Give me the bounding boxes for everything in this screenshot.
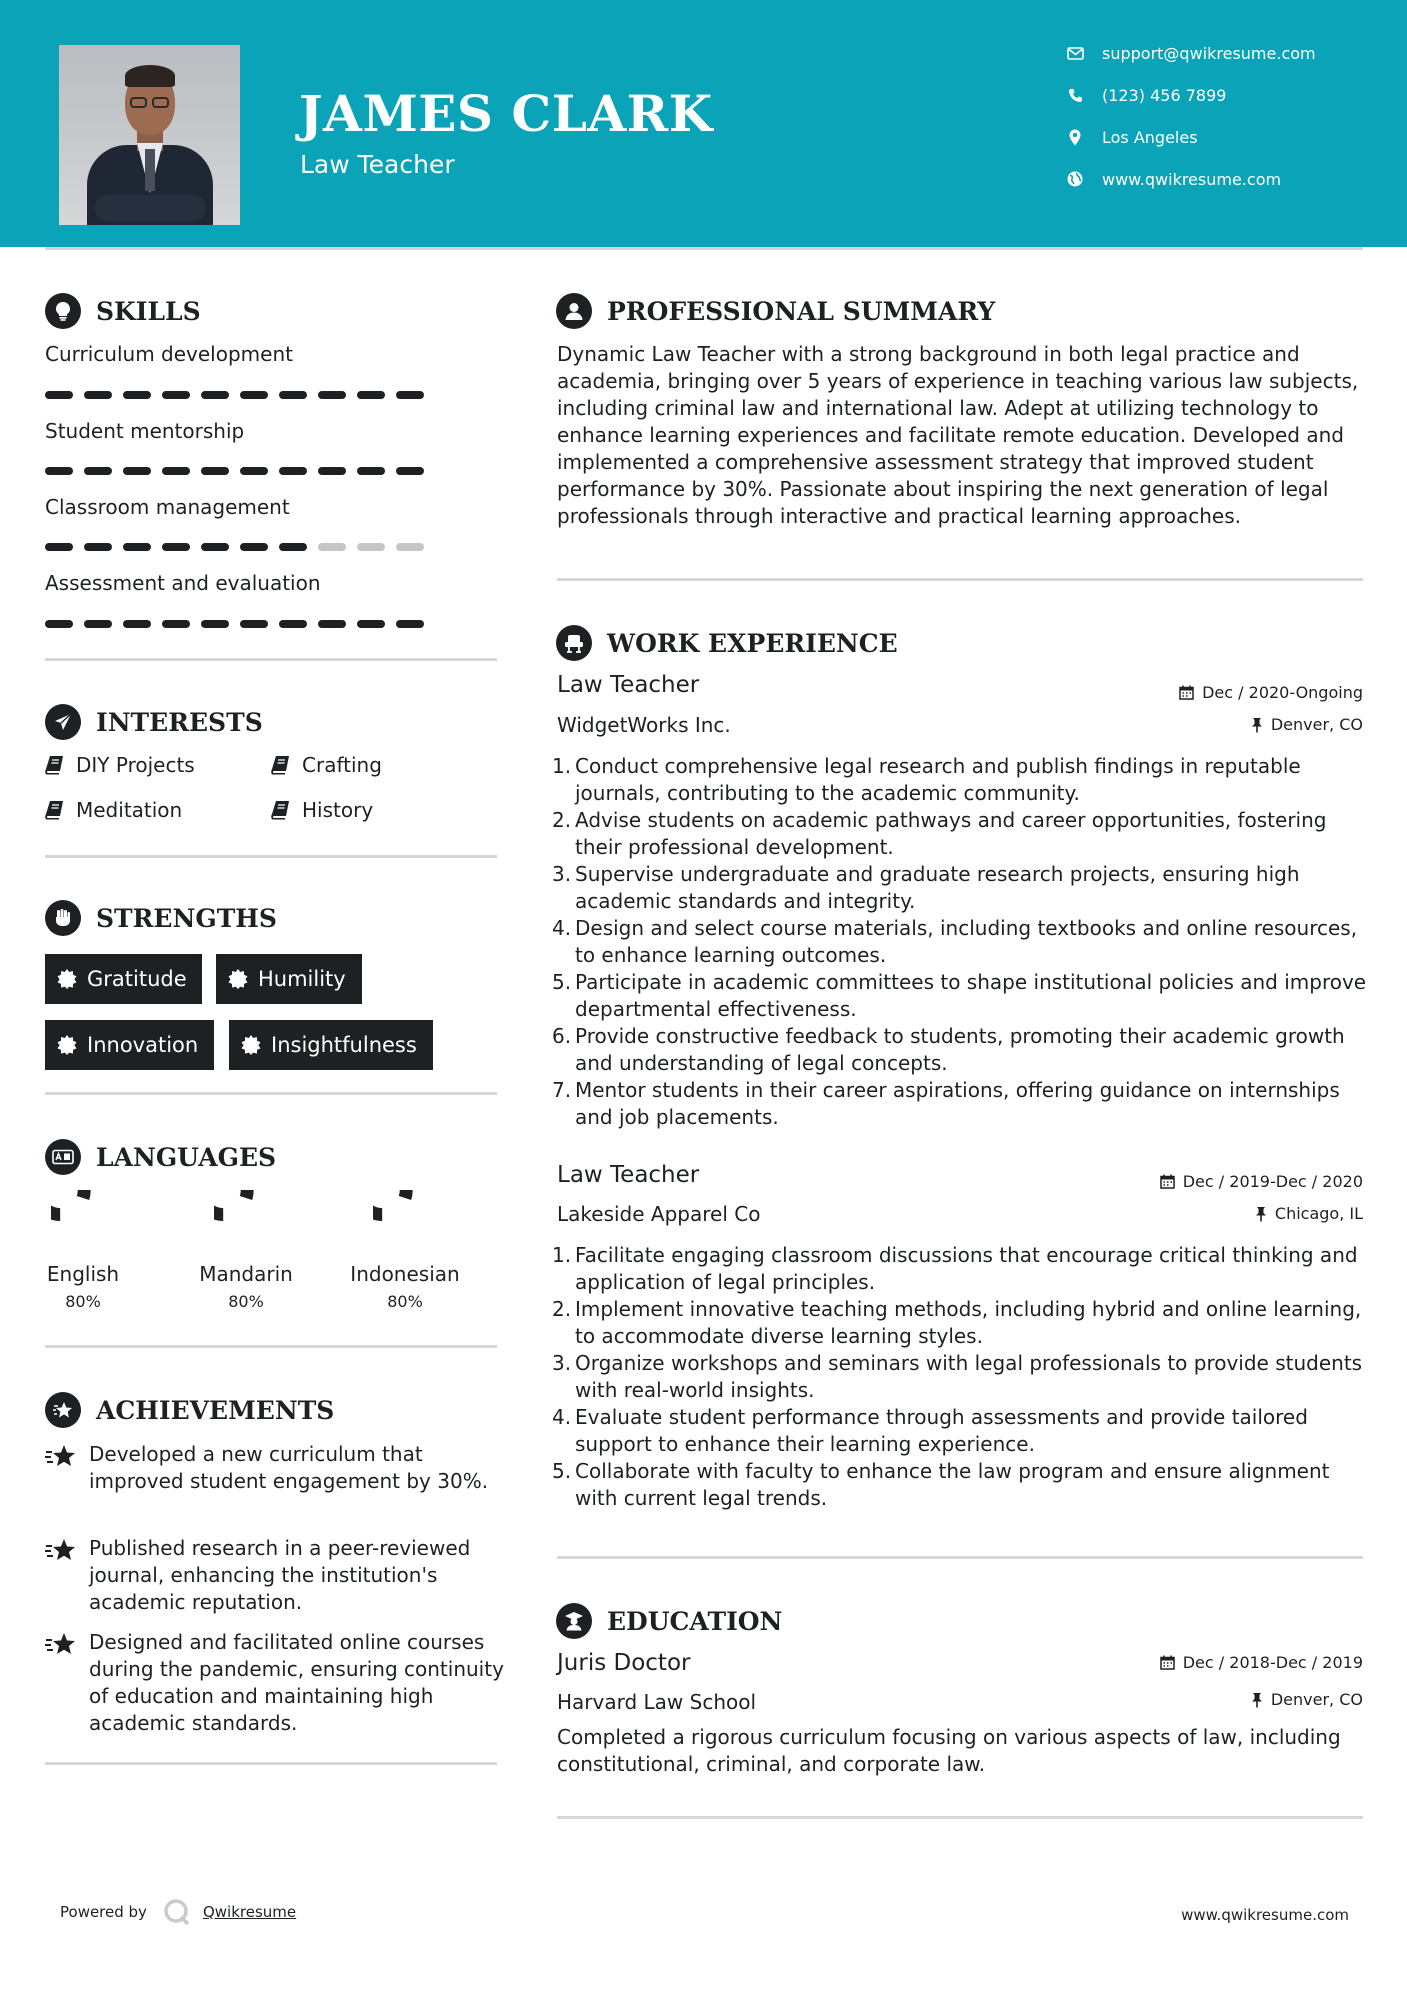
achievements-heading <box>45 1391 334 1429</box>
contact-location <box>1066 125 1198 149</box>
powered-by-label: Powered by <box>60 1903 147 1921</box>
achievements-title: ACHIEVEMENTS <box>96 1395 335 1425</box>
skill-dash-filled <box>357 391 385 399</box>
job-duty: 5. Collaborate with faculty to enhance the law program and ensure alignment with current legal trends. <box>552 1459 1330 1510</box>
language-icon <box>45 1139 81 1175</box>
job-dates: Dec / 2019-Dec / 2020 <box>1160 1172 1363 1191</box>
section-divider <box>557 1816 1363 1819</box>
calendar-icon <box>1179 685 1194 700</box>
achievement-text: Published research in a peer-reviewed journal, enhancing the institution's academic reputation. <box>89 1536 471 1614</box>
profile-photo <box>59 45 240 225</box>
job-duty: 1. Facilitate engaging classroom discussions that encourage critical thinking and application of legal principles. <box>552 1243 1358 1294</box>
skill-dash-filled <box>201 543 229 551</box>
language-name: Indonesian <box>350 1262 460 1286</box>
skill-rating <box>45 467 424 475</box>
fist-icon <box>45 900 81 936</box>
summary-text: Dynamic Law Teacher with a strong background in both legal practice and academia, bringing over 5 years of experience in teaching various law subjects, including criminal law and international law. Adept at utilizing technology to enhance learning experiences and facilitate remote education. Developed and implemented a comprehensive assessment strategy that improved student performance by 30%. Passionate about inspiring the next generation of legal professionals through interactive and practical learning approaches. <box>557 342 1359 528</box>
skill-dash-filled <box>123 467 151 475</box>
language-level: 80% <box>65 1292 101 1311</box>
qwikresume-logo-icon <box>163 1898 191 1926</box>
skill-dash-empty <box>318 543 346 551</box>
book-icon <box>271 755 290 775</box>
section-divider <box>45 1345 497 1348</box>
strength-label: Gratitude <box>87 967 187 991</box>
interest-label: History <box>302 798 374 822</box>
job-dates: Dec / 2020-Ongoing <box>1179 683 1363 702</box>
contact-website[interactable] <box>1066 167 1281 191</box>
job-duties-list <box>552 1242 1372 1512</box>
section-divider <box>557 1556 1363 1559</box>
calendar-icon <box>1160 1655 1175 1670</box>
skill-rating <box>45 391 424 399</box>
interests-title: INTERESTS <box>96 707 263 737</box>
skill-name: Curriculum development <box>45 342 293 366</box>
skill-dash-filled <box>396 391 424 399</box>
header-divider <box>45 247 1363 250</box>
achievement-item <box>45 1535 505 1616</box>
summary-title: PROFESSIONAL SUMMARY <box>607 296 996 326</box>
languages-title: LANGUAGES <box>96 1142 277 1172</box>
achievement-text: Designed and facilitated online courses during the pandemic, ensuring continuity of education and maintaining high academic standards. <box>89 1630 504 1735</box>
interest-item <box>45 753 195 777</box>
education-school: Harvard Law School <box>557 1690 757 1714</box>
skill-dash-filled <box>84 620 112 628</box>
section-divider <box>45 1092 497 1095</box>
language-level: 80% <box>228 1292 264 1311</box>
skill-name: Student mentorship <box>45 419 245 443</box>
envelope-icon <box>1066 44 1084 62</box>
strength-chip <box>45 1020 214 1070</box>
interest-label: DIY Projects <box>76 753 195 777</box>
star-icon <box>45 1392 81 1428</box>
skill-dash-empty <box>396 543 424 551</box>
interest-item <box>271 753 382 777</box>
skill-dash-filled <box>279 543 307 551</box>
language-item <box>183 1190 309 1311</box>
skill-dash-filled <box>84 467 112 475</box>
interest-label: Crafting <box>302 753 382 777</box>
badge-icon <box>57 1035 77 1055</box>
job-location: Chicago, IL <box>1255 1204 1363 1223</box>
interest-item <box>271 798 373 822</box>
lightbulb-icon <box>45 293 81 329</box>
skill-dash-filled <box>162 620 190 628</box>
achievement-item <box>45 1629 505 1737</box>
language-level-arc <box>373 1190 406 1215</box>
job-role: Law Teacher <box>557 1162 700 1188</box>
job-duty: 7. Mentor students in their career aspirations, offering guidance on internships and job placements. <box>552 1078 1340 1129</box>
header-banner <box>0 0 1407 247</box>
language-item <box>33 1190 133 1311</box>
calendar-icon <box>1160 1174 1175 1189</box>
skill-dash-filled <box>279 620 307 628</box>
skill-dash-filled <box>84 391 112 399</box>
skill-dash-filled <box>318 620 346 628</box>
language-item <box>338 1190 472 1311</box>
book-icon <box>45 755 64 775</box>
language-level-arc <box>214 1190 247 1215</box>
job-location: Denver, CO <box>1251 715 1363 734</box>
book-icon <box>45 800 64 820</box>
summary-heading <box>556 292 995 330</box>
skill-rating <box>45 543 424 551</box>
education-description: Completed a rigorous curriculum focusing on various aspects of law, including constitutional, criminal, and corporate law. <box>557 1725 1341 1776</box>
education-title: EDUCATION <box>607 1606 783 1636</box>
skill-dash-filled <box>240 467 268 475</box>
skill-dash-filled <box>162 467 190 475</box>
footer-powered-by <box>60 1898 296 1926</box>
footer-url[interactable]: www.qwikresume.com <box>1181 1906 1349 1924</box>
contact-website-text: www.qwikresume.com <box>1102 169 1282 189</box>
pushpin-icon <box>1251 1692 1263 1708</box>
skill-dash-filled <box>45 620 73 628</box>
skill-dash-filled <box>45 543 73 551</box>
star-icon <box>45 1535 89 1616</box>
skill-dash-filled <box>240 620 268 628</box>
section-divider <box>557 578 1363 581</box>
language-name: Mandarin <box>199 1262 293 1286</box>
achievement-text: Developed a new curriculum that improved student engagement by 30%. <box>89 1442 489 1493</box>
section-divider <box>45 658 497 661</box>
book-icon <box>271 800 290 820</box>
contact-phone[interactable] <box>1066 83 1226 107</box>
skill-dash-filled <box>240 543 268 551</box>
skill-dash-filled <box>357 467 385 475</box>
strength-chip <box>229 1020 433 1070</box>
language-level-ring <box>373 1190 437 1254</box>
skill-dash-filled <box>123 391 151 399</box>
skill-dash-filled <box>279 467 307 475</box>
section-divider <box>45 855 497 858</box>
skill-dash-filled <box>318 391 346 399</box>
achievement-item <box>45 1441 505 1495</box>
education-heading <box>556 1602 782 1640</box>
job-duty: 4. Design and select course materials, including textbooks and online resources, to enhance learning outcomes. <box>552 916 1358 967</box>
skill-dash-filled <box>396 467 424 475</box>
job-duty: 6. Provide constructive feedback to students, promoting their academic growth and understanding of legal concepts. <box>552 1024 1345 1075</box>
languages-heading <box>45 1138 276 1176</box>
candidate-name: JAMES CLARK <box>299 84 713 143</box>
candidate-title: Law Teacher <box>300 150 455 179</box>
skill-dash-filled <box>240 391 268 399</box>
language-level-arc <box>51 1190 84 1215</box>
skill-name: Classroom management <box>45 495 290 519</box>
contact-email[interactable] <box>1066 41 1316 65</box>
pushpin-icon <box>1255 1206 1267 1222</box>
interest-label: Meditation <box>76 798 183 822</box>
strength-chip <box>45 954 202 1004</box>
strength-label: Innovation <box>87 1033 199 1057</box>
globe-icon <box>1066 170 1084 188</box>
contact-email-text: support@qwikresume.com <box>1102 43 1316 63</box>
job-duty: 5. Participate in academic committees to shape institutional policies and improve departmental effectiveness. <box>552 970 1367 1021</box>
experience-title: WORK EXPERIENCE <box>607 628 898 658</box>
skill-name: Assessment and evaluation <box>45 571 321 595</box>
contact-phone-text: (123) 456 7899 <box>1102 85 1227 105</box>
interest-item <box>45 798 182 822</box>
skill-dash-filled <box>45 467 73 475</box>
strengths-title: STRENGTHS <box>96 903 277 933</box>
skill-dash-filled <box>201 467 229 475</box>
language-level-ring <box>51 1190 115 1254</box>
contact-location-text: Los Angeles <box>1102 127 1198 147</box>
education-location: Denver, CO <box>1251 1690 1363 1709</box>
skill-dash-filled <box>279 391 307 399</box>
job-duty: 2. Advise students on academic pathways and career opportunities, fostering their professional development. <box>552 808 1327 859</box>
interests-heading <box>45 703 263 741</box>
language-level-ring <box>214 1190 278 1254</box>
skill-dash-filled <box>357 620 385 628</box>
skill-dash-filled <box>396 620 424 628</box>
badge-icon <box>228 969 248 989</box>
skill-dash-filled <box>318 467 346 475</box>
skill-dash-filled <box>45 391 73 399</box>
star-icon <box>45 1441 89 1495</box>
strength-label: Insightfulness <box>271 1033 417 1057</box>
language-level: 80% <box>387 1292 423 1311</box>
graduate-icon <box>556 1603 592 1639</box>
star-icon <box>45 1629 89 1737</box>
skill-rating <box>45 620 424 628</box>
skill-dash-filled <box>162 391 190 399</box>
skill-dash-empty <box>357 543 385 551</box>
job-role: Law Teacher <box>557 672 700 698</box>
badge-icon <box>57 969 77 989</box>
skill-dash-filled <box>123 620 151 628</box>
skill-dash-filled <box>84 543 112 551</box>
job-company: Lakeside Apparel Co <box>557 1202 761 1226</box>
section-divider <box>45 1762 497 1765</box>
job-duty: 3. Supervise undergraduate and graduate research projects, ensuring high academic standards and integrity. <box>552 862 1300 913</box>
skills-title: SKILLS <box>96 296 201 326</box>
map-pin-icon <box>1066 128 1084 146</box>
job-duty: 4. Evaluate student performance through assessments and provide tailored support to enhance their learning experience. <box>552 1405 1308 1456</box>
phone-icon <box>1066 86 1084 104</box>
badge-icon <box>241 1035 261 1055</box>
qwikresume-link[interactable]: Qwikresume <box>202 1903 297 1921</box>
education-degree: Juris Doctor <box>557 1650 691 1676</box>
job-duties-list <box>552 753 1372 1131</box>
skill-dash-filled <box>201 620 229 628</box>
skills-heading <box>45 292 201 330</box>
pushpin-icon <box>1251 717 1263 733</box>
strengths-heading <box>45 899 277 937</box>
job-duty: 1. Conduct comprehensive legal research and publish findings in reputable journals, contributing to the academic community. <box>552 754 1301 805</box>
job-company: WidgetWorks Inc. <box>557 713 731 737</box>
strength-label: Humility <box>258 967 346 991</box>
strength-chip <box>216 954 362 1004</box>
skill-dash-filled <box>123 543 151 551</box>
experience-heading <box>556 624 898 662</box>
language-name: English <box>46 1262 120 1286</box>
skill-dash-filled <box>201 391 229 399</box>
skill-dash-filled <box>162 543 190 551</box>
briefcase-icon <box>556 625 592 661</box>
paper-plane-icon <box>45 704 81 740</box>
user-icon <box>556 293 592 329</box>
job-duty: 3. Organize workshops and seminars with legal professionals to provide students with real-world insights. <box>552 1351 1363 1402</box>
job-duty: 2. Implement innovative teaching methods, including hybrid and online learning, to accommodate diverse learning styles. <box>552 1297 1362 1348</box>
education-dates: Dec / 2018-Dec / 2019 <box>1160 1653 1363 1672</box>
